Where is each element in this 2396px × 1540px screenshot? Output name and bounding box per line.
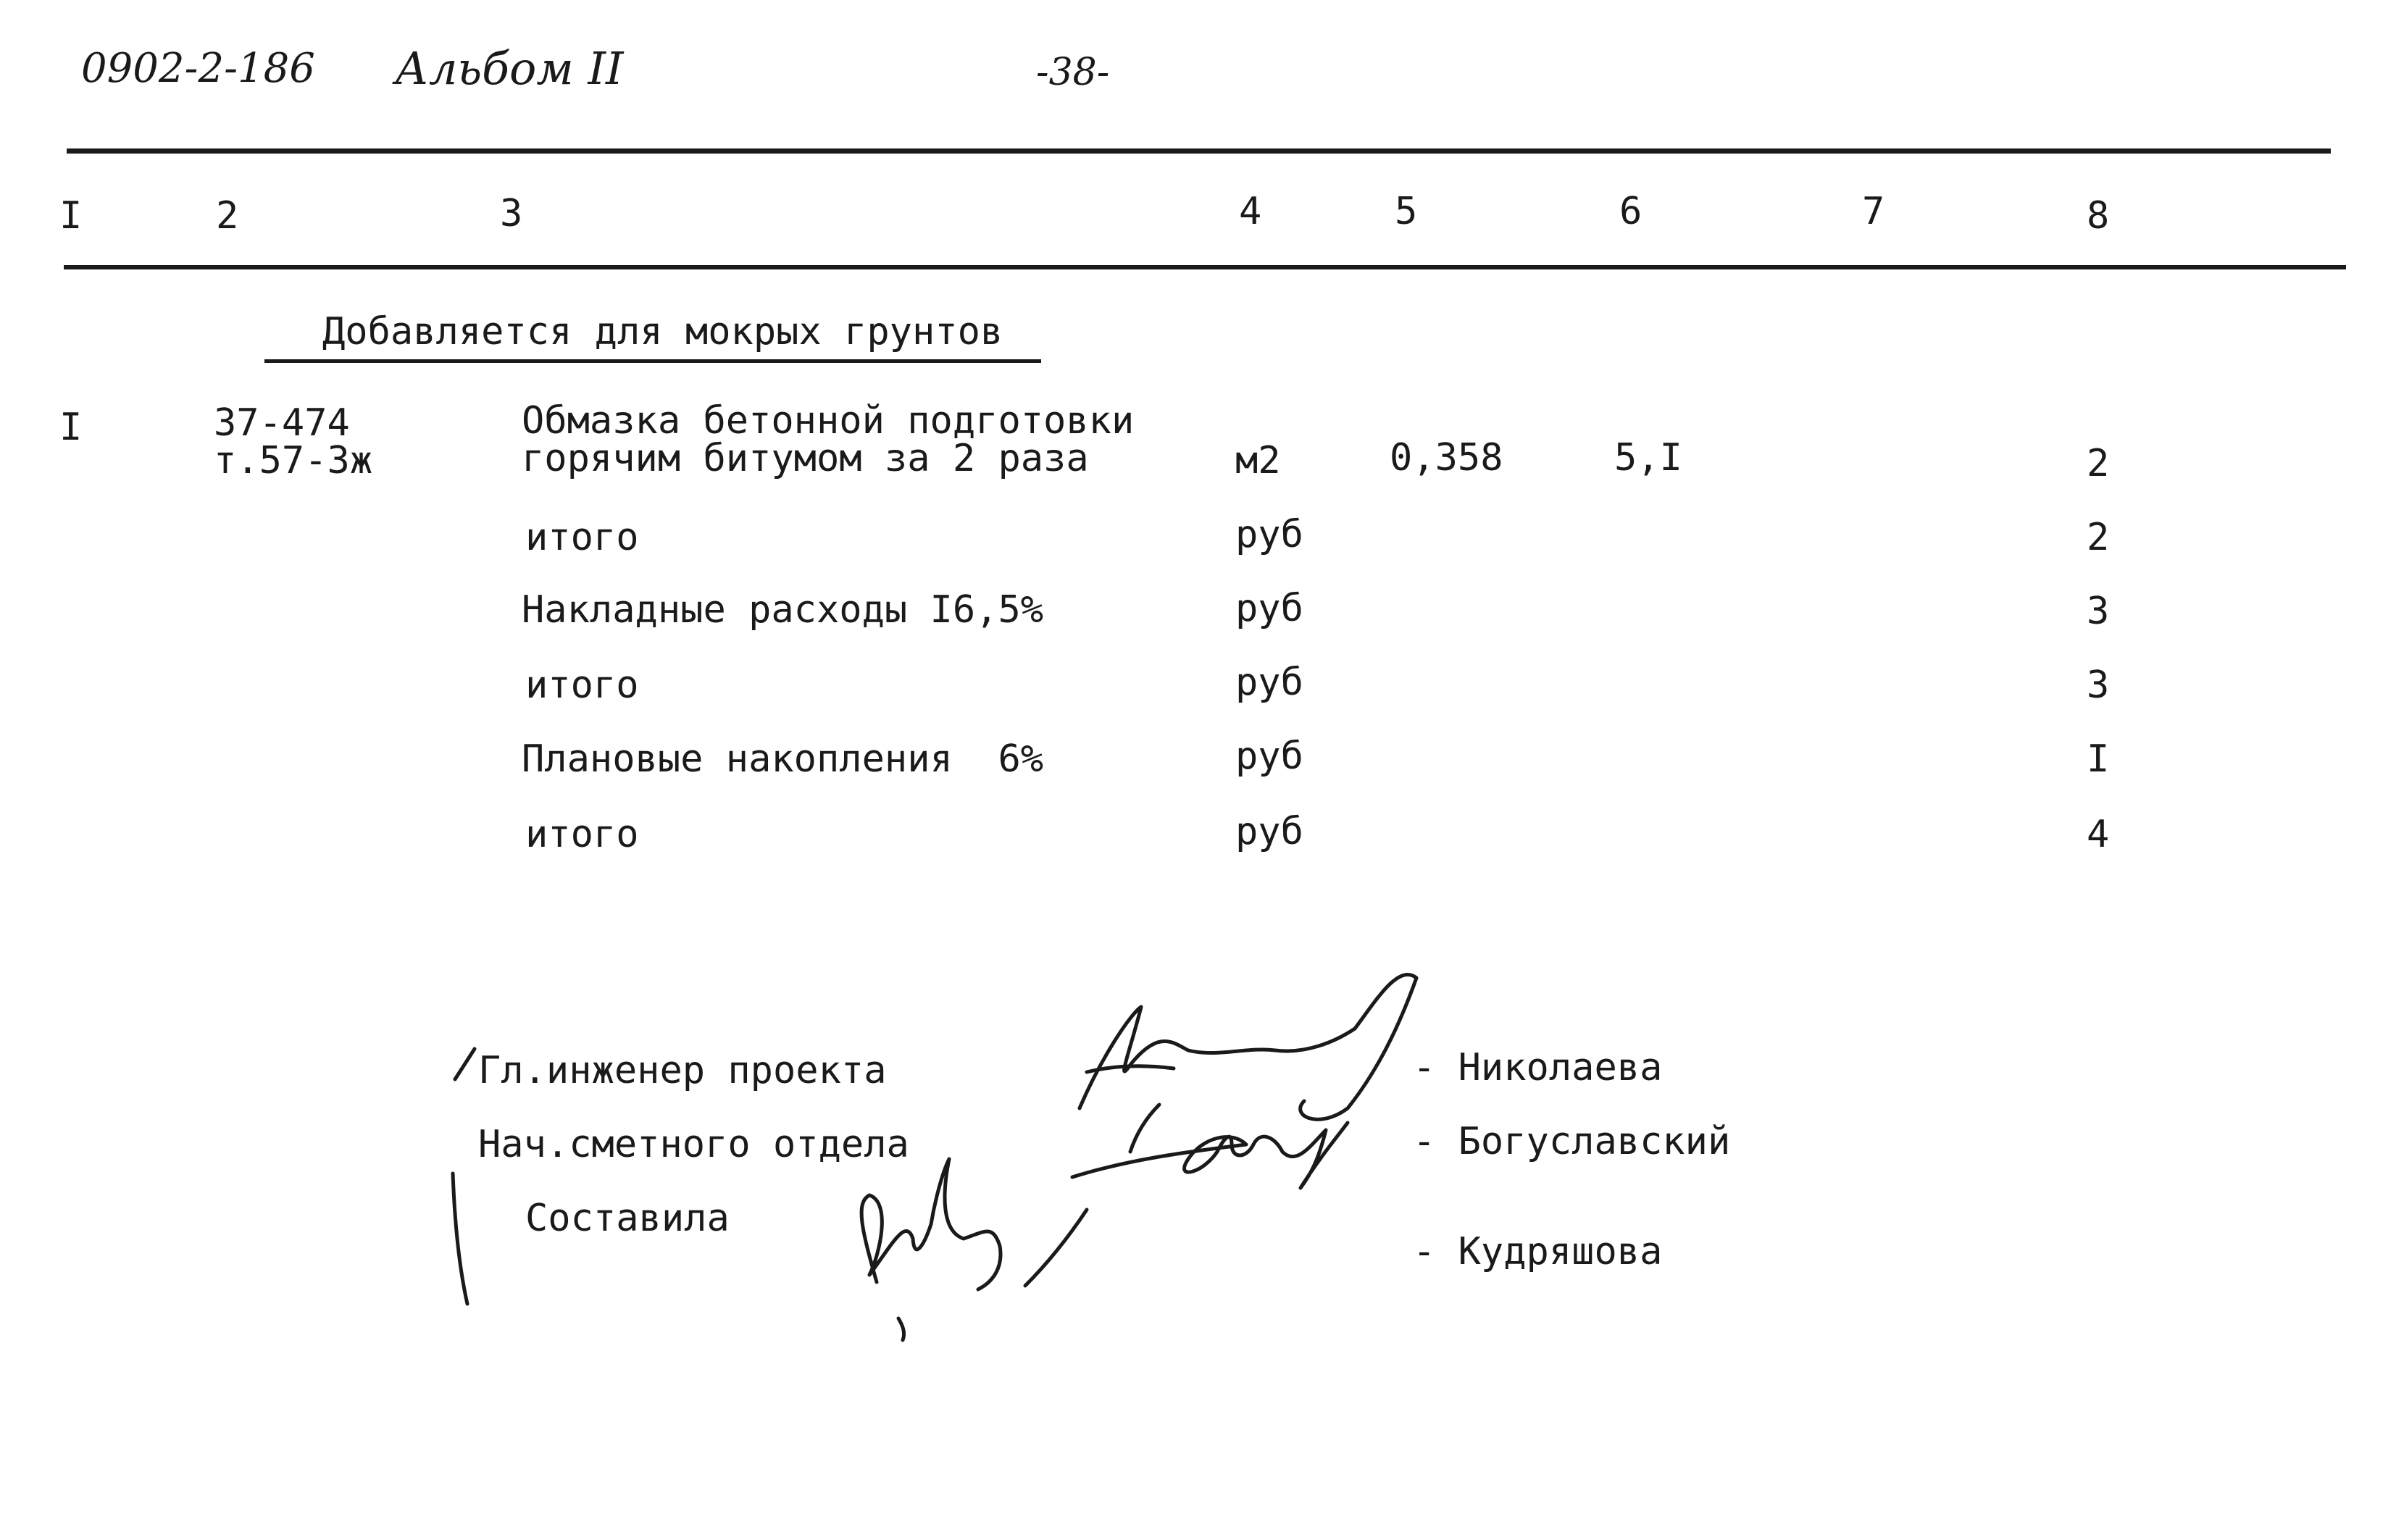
overhead-total: 3 bbox=[2087, 590, 2110, 633]
overhead-unit: руб bbox=[1235, 587, 1303, 630]
col-header-3: 3 bbox=[500, 192, 523, 235]
signature-name-chief-engineer: - Николаева bbox=[1413, 1046, 1663, 1089]
row-code-line1: 37-474 bbox=[214, 401, 350, 445]
planned-savings-label: Плановые накопления 6% bbox=[522, 737, 1044, 781]
row-total: 2 bbox=[2087, 442, 2110, 485]
signature-chief-engineer bbox=[1080, 974, 1416, 1119]
summary-label: итого bbox=[525, 664, 639, 707]
signature-role-estimate-head: Нач.сметного отдела bbox=[478, 1123, 909, 1166]
signature-estimate-head bbox=[1072, 1123, 1348, 1188]
page-number: -38- bbox=[1036, 51, 1110, 94]
planned-savings-unit: руб bbox=[1235, 735, 1303, 778]
summary-total: 3 bbox=[2087, 664, 2110, 707]
col-header-5: 5 bbox=[1395, 190, 1418, 233]
row-code-line2: т.57-3ж bbox=[214, 439, 373, 482]
row-description-line1: Обмазка бетонной подготовки bbox=[522, 399, 1135, 443]
margin-stroke bbox=[453, 1173, 467, 1304]
summary-total: 2 bbox=[2087, 516, 2110, 559]
col-header-4: 4 bbox=[1239, 190, 1262, 233]
col-header-2: 2 bbox=[216, 194, 239, 238]
col-header-6: 6 bbox=[1619, 190, 1642, 233]
summary-unit: руб bbox=[1235, 810, 1303, 853]
col-header-8: 8 bbox=[2087, 194, 2110, 238]
col-header-1: I bbox=[59, 194, 83, 238]
signature-name-estimate-head: - Богуславский bbox=[1413, 1120, 1731, 1163]
col-header-7: 7 bbox=[1862, 190, 1885, 233]
planned-savings-total: I bbox=[2087, 737, 2110, 781]
summary-total: 4 bbox=[2087, 813, 2110, 856]
summary-unit: руб bbox=[1235, 513, 1303, 556]
signature-name-compiler: - Кудряшова bbox=[1413, 1230, 1663, 1273]
doc-code: 0902-2-186 bbox=[81, 45, 315, 92]
row-number: I bbox=[59, 406, 83, 449]
signature-role-compiler: Составила bbox=[525, 1197, 730, 1240]
album-label: Альбом II bbox=[395, 42, 624, 95]
overhead-label: Накладные расходы I6,5% bbox=[522, 588, 1044, 632]
signature-compiler bbox=[861, 1159, 1001, 1289]
row-description-line2: горячим битумом за 2 раза bbox=[522, 437, 1089, 480]
signature-role-chief-engineer: Гл.инженер проекта bbox=[478, 1049, 887, 1092]
row-price: 5,I bbox=[1614, 436, 1682, 480]
signature-tick-mark bbox=[455, 1049, 475, 1079]
section-title: Добавляется для мокрых грунтов bbox=[322, 310, 1003, 353]
summary-label: итого bbox=[525, 516, 639, 559]
row-unit: м2 bbox=[1235, 439, 1281, 482]
summary-label: итого bbox=[525, 813, 639, 856]
summary-unit: руб bbox=[1235, 661, 1303, 704]
row-quantity: 0,358 bbox=[1390, 436, 1503, 480]
